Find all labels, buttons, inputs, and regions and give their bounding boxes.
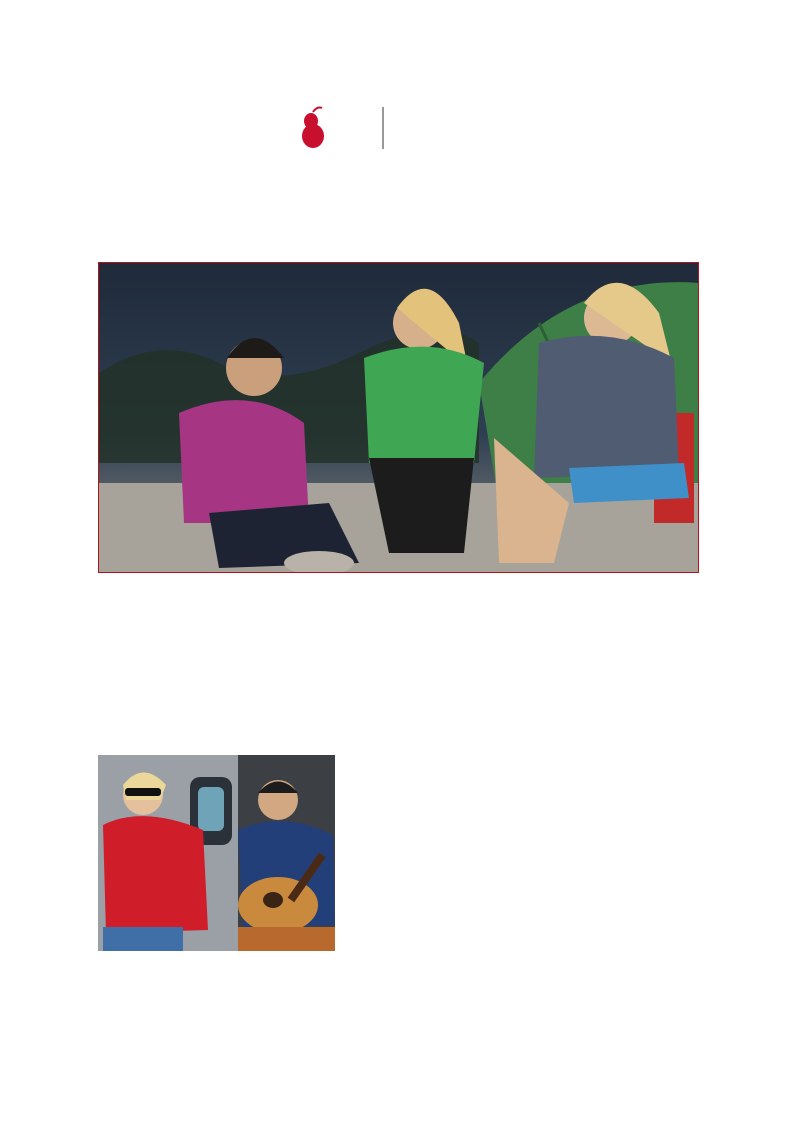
floral-border-left bbox=[33, 33, 51, 1090]
logo-divider bbox=[382, 107, 384, 149]
pear-icon bbox=[302, 108, 324, 149]
floral-border-bottom bbox=[33, 1072, 761, 1090]
hero-photo-illustration bbox=[99, 263, 699, 573]
floral-border-top bbox=[33, 33, 761, 51]
brand-logo bbox=[300, 104, 496, 154]
hero-image bbox=[98, 262, 699, 573]
hoodie-photo-illustration bbox=[98, 755, 335, 951]
hoodie-photo bbox=[98, 755, 335, 951]
floral-border-right bbox=[743, 33, 761, 1090]
